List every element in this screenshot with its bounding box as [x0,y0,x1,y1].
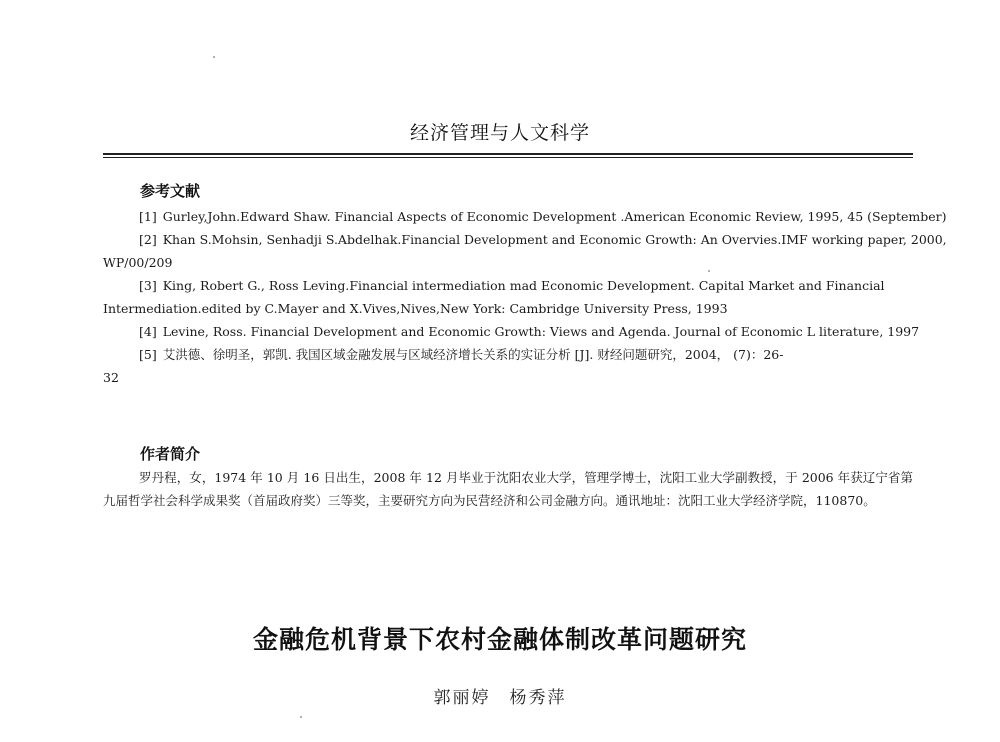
author-bio [103,466,913,512]
reference-text: King, Robert G., Ross Leving.Financial intermediation mad Economic Development. Capital Market and Financial [162,278,885,293]
references-heading: 参考文献 [140,182,201,200]
author-bio-heading: 作者简介 [140,445,201,463]
reference-text: Gurley,John.Edward Shaw. Financial Aspects of Economic Development .American Economic Review, 1995, 45 (September) [162,209,947,224]
reference-number: [3] [139,278,157,293]
reference-line [103,205,947,228]
reference-text: 艾洪德、徐明圣，郭凯. 我国区域金融发展与区域经济增长关系的实证分析 [J]. 财经问题研究，2004， (7)：26- [162,347,784,362]
reference-text: Khan S.Mohsin, Senhadji S.Abdelhak.Financial Development and Economic Growth: An Overvies.IMF working paper, 2000, [162,232,947,247]
scan-speck [708,270,710,272]
reference-line [103,343,913,366]
reference-line [103,320,920,343]
reference-line [103,228,947,251]
reference-list [103,205,947,389]
reference-text: Levine, Ross. Financial Development and Economic Growth: Views and Agenda. Journal of Economic L literature, 1997 [162,324,920,339]
reference-line [103,251,913,274]
reference-line [103,274,913,297]
reference-text: 32 [103,370,119,385]
header-rule-thick [103,153,913,155]
reference-number: [1] [139,209,157,224]
reference-number: [5] [139,347,157,362]
reference-number: [2] [139,232,157,247]
reference-number: [4] [139,324,157,339]
article-title: 金融危机背景下农村金融体制改革问题研究 [252,625,747,654]
header-rule-thin [103,157,913,158]
author-bio-text: 罗丹程，女，1974 年 10 月 16 日出生，2008 年 12 月毕业于沈阳农业大学，管理学博士，沈阳工业大学副教授，于 2006 年获辽宁省第九届哲学社会科学成果奖（首届政府奖）三等奖，主要研究方向为民营经济和公司金融方向。通讯地址：沈阳工业大学经济学院，110870。 [103,470,913,508]
reference-line [103,297,913,320]
scan-speck [213,56,215,58]
reference-text: WP/00/209 [103,255,173,270]
reference-text: Intermediation.edited by C.Mayer and X.Vives,Nives,New York: Cambridge University Press, 1993 [103,301,728,316]
article-authors: 郭丽婷 杨秀萍 [433,688,567,708]
reference-line [103,366,913,389]
scan-speck [300,716,302,718]
journal-header: 经济管理与人文科学 [409,122,590,144]
